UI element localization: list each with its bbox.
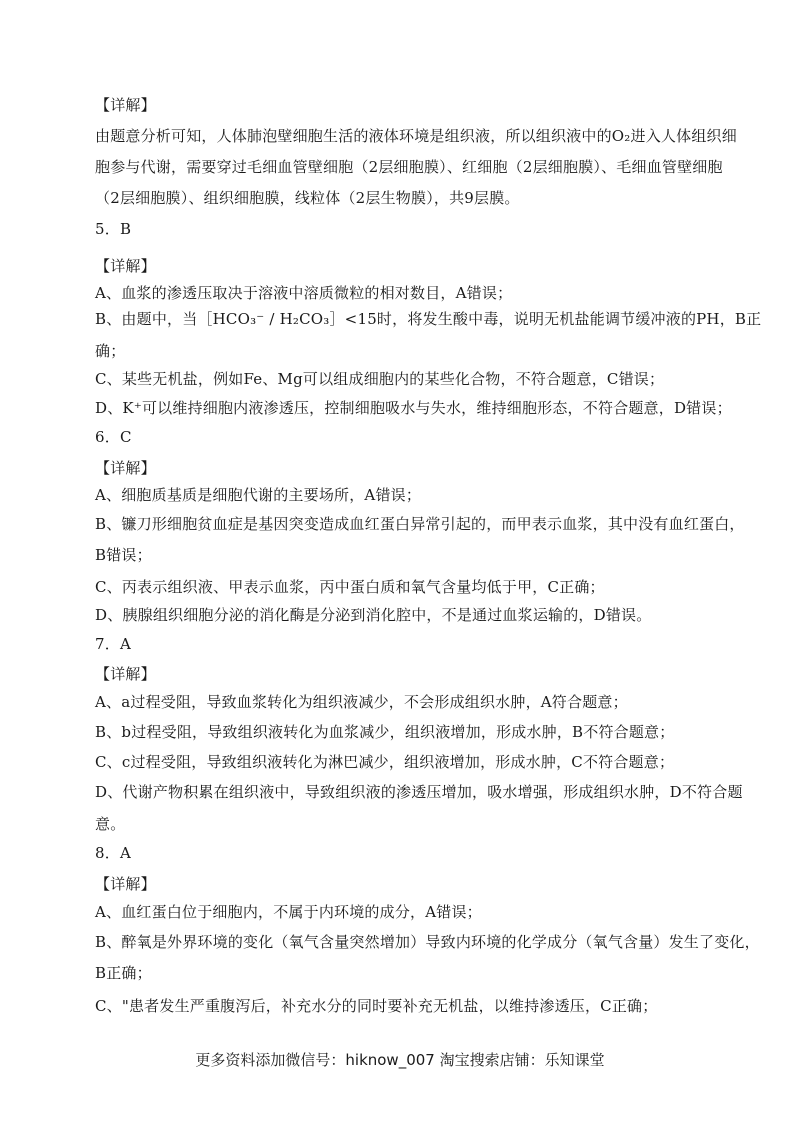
paragraph-line: D、K⁺可以维持细胞内液渗透压，控制细胞吸水与失水，维持细胞形态，不符合题意，D错误；	[95, 399, 732, 417]
paragraph-line: 由题意分析可知，人体肺泡壁细胞生活的液体环境是组织液，所以组织液中的O₂进入人体组织细	[95, 127, 737, 145]
paragraph-line: D、胰腺组织细胞分泌的消化酶是分泌到消化腔中，不是通过血浆运输的，D错误。	[95, 606, 652, 624]
page-footer: 更多资料添加微信号：hiknow_007 淘宝搜索店铺：乐知课堂	[195, 1051, 605, 1069]
section-header-detail: 【详解】	[95, 665, 156, 683]
paragraph-line: C、某些无机盐，例如Fe、Mg可以组成细胞内的某些化合物，不符合题意，C错误；	[95, 370, 665, 388]
section-header-detail: 【详解】	[95, 459, 156, 477]
paragraph-line: C、c过程受阻，导致组织液转化为淋巴减少，组织液增加，形成水肿，C不符合题意；	[95, 753, 675, 771]
section-header-detail: 【详解】	[95, 875, 156, 893]
paragraph-line: A、a过程受阻，导致血浆转化为组织液减少，不会形成组织水肿，A符合题意；	[95, 693, 628, 711]
paragraph-line: B错误；	[95, 546, 152, 564]
paragraph-line: A、血红蛋白位于细胞内，不属于内环境的成分，A错误；	[95, 903, 482, 921]
paragraph-line: B、镰刀形细胞贫血症是基因突变造成血红蛋白异常引起的，而甲表示血浆，其中没有血红蛋白，	[95, 515, 745, 533]
section-header-detail: 【详解】	[95, 96, 156, 114]
section-header-detail: 【详解】	[95, 257, 156, 275]
answer-heading: 5．B	[95, 220, 132, 238]
paragraph-line: A、血浆的渗透压取决于溶液中溶质微粒的相对数目，A错误；	[95, 284, 513, 302]
paragraph-line: D、代谢产物积累在组织液中，导致组织液的渗透压增加，吸水增强，形成组织水肿，D不符合题	[95, 783, 743, 801]
paragraph-line: B、由题中，当［HCO₃⁻ / H₂CO₃］<15时，将发生酸中毒，说明无机盐能调节缓冲液的PH，B正	[95, 310, 762, 328]
paragraph-line: 意。	[95, 815, 126, 833]
paragraph-line: A、细胞质基质是细胞代谢的主要场所，A错误；	[95, 486, 422, 504]
answer-heading: 6．C	[95, 428, 132, 446]
paragraph-line: （2层细胞膜）、组织细胞膜，线粒体（2层生物膜），共9层膜。	[95, 189, 520, 207]
paragraph-line: B、醉氧是外界环境的变化（氧气含量突然增加）导致内环境的化学成分（氧气含量）发生了变化，	[95, 933, 760, 951]
paragraph-line: C、"患者发生严重腹泻后，补充水分的同时要补充无机盐，以维持渗透压，C正确；	[95, 997, 658, 1015]
paragraph-line: C、丙表示组织液、甲表示血浆，丙中蛋白质和氧气含量均低于甲，C正确；	[95, 578, 605, 596]
answer-heading: 8．A	[95, 844, 131, 862]
paragraph-line: 确；	[95, 342, 126, 360]
paragraph-line: B、b过程受阻，导致组织液转化为血浆减少，组织液增加，形成水肿，B不符合题意；	[95, 723, 675, 741]
paragraph-line: B正确；	[95, 964, 152, 982]
paragraph-line: 胞参与代谢，需要穿过毛细血管壁细胞（2层细胞膜）、红细胞（2层细胞膜）、毛细血管壁细胞	[95, 158, 723, 176]
answer-heading: 7．A	[95, 635, 131, 653]
